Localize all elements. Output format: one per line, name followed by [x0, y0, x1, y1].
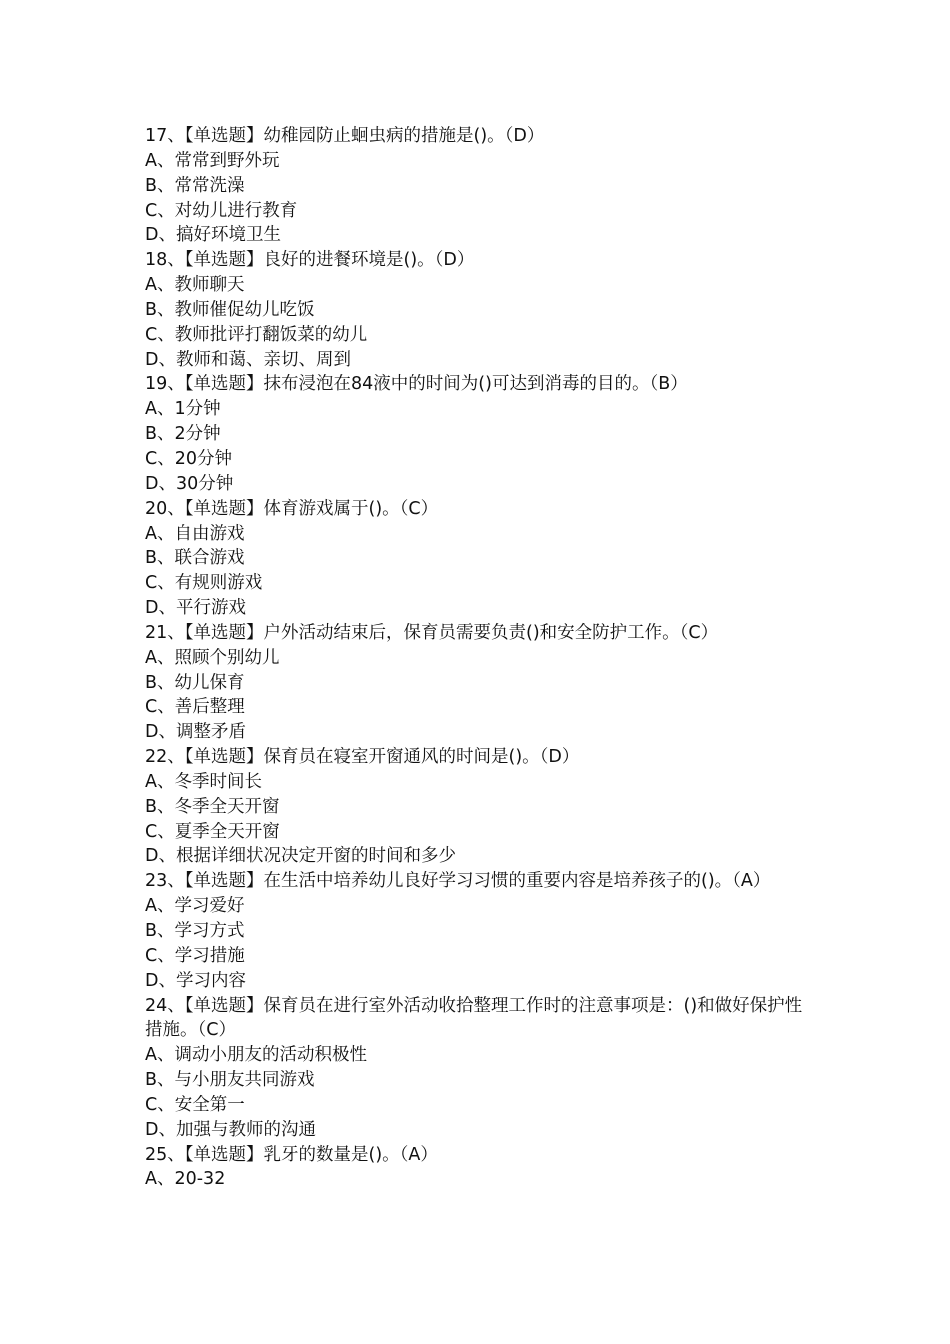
option-b: B、教师催促幼儿吃饭	[145, 299, 315, 320]
question-stem: 24、【单选题】保育员在进行室外活动收拾整理工作时的注意事项是：()和做好保护性措施。（C）	[145, 995, 803, 1041]
option-c: C、20分钟	[145, 448, 232, 469]
option-c: C、夏季全天开窗	[145, 821, 280, 842]
question-stem: 18、【单选题】良好的进餐环境是()。（D）	[145, 250, 475, 271]
option-a: A、1分钟	[145, 399, 221, 420]
question-18	[145, 248, 810, 372]
option-a: A、照顾个别幼儿	[145, 647, 280, 668]
question-stem: 20、【单选题】体育游戏属于()。（C）	[145, 498, 439, 519]
option-b: B、2分钟	[145, 424, 221, 445]
question-stem: 17、【单选题】幼稚园防止蛔虫病的措施是()。（D）	[145, 126, 545, 146]
question-25	[145, 1143, 810, 1193]
question-22	[145, 745, 810, 869]
question-20	[145, 497, 810, 621]
option-b: B、幼儿保育	[145, 672, 245, 693]
question-17	[145, 124, 810, 248]
question-stem: 22、【单选题】保育员在寝室开窗通风的时间是()。（D）	[145, 747, 580, 768]
question-stem: 25、【单选题】乳牙的数量是()。（A）	[145, 1144, 438, 1165]
option-d: D、30分钟	[145, 473, 234, 494]
question-19	[145, 372, 810, 496]
question-stem: 23、【单选题】在生活中培养幼儿良好学习习惯的重要内容是培养孩子的()。（A）	[145, 871, 771, 892]
option-b: B、学习方式	[145, 921, 245, 941]
option-d: D、调整矛盾	[145, 722, 246, 743]
option-d: D、平行游戏	[145, 598, 246, 619]
option-c: C、对幼儿进行教育	[145, 200, 298, 221]
question-stem: 19、【单选题】抹布浸泡在84液中的时间为()可达到消毒的目的。（B）	[145, 374, 688, 395]
option-c: C、有规则游戏	[145, 573, 263, 594]
option-b: B、常常洗澡	[145, 175, 245, 196]
option-a: A、常常到野外玩	[145, 150, 280, 171]
option-a: A、调动小朋友的活动积极性	[145, 1045, 367, 1066]
question-list	[145, 124, 810, 1192]
option-c: C、学习措施	[145, 945, 245, 966]
option-b: B、与小朋友共同游戏	[145, 1070, 315, 1091]
question-24	[145, 994, 810, 1143]
option-c: C、教师批评打翻饭菜的幼儿	[145, 324, 368, 345]
option-c: C、善后整理	[145, 697, 245, 718]
option-a: A、20-32	[145, 1169, 226, 1190]
option-d: D、加强与教师的沟通	[145, 1119, 316, 1140]
question-stem: 21、【单选题】户外活动结束后，保育员需要负责()和安全防护工作。（C）	[145, 622, 719, 643]
option-a: A、教师聊天	[145, 275, 245, 296]
option-d: D、教师和蔼、亲切、周到	[145, 349, 351, 370]
option-c: C、安全第一	[145, 1094, 245, 1115]
option-a: A、冬季时间长	[145, 771, 262, 792]
option-b: B、冬季全天开窗	[145, 796, 280, 817]
option-b: B、联合游戏	[145, 548, 245, 569]
option-d: D、根据详细状况决定开窗的时间和多少	[145, 846, 456, 867]
question-21	[145, 621, 810, 745]
question-23	[145, 869, 810, 993]
option-a: A、学习爱好	[145, 896, 245, 917]
option-d: D、学习内容	[145, 970, 246, 991]
option-a: A、自由游戏	[145, 523, 245, 544]
option-d: D、搞好环境卫生	[145, 225, 281, 246]
